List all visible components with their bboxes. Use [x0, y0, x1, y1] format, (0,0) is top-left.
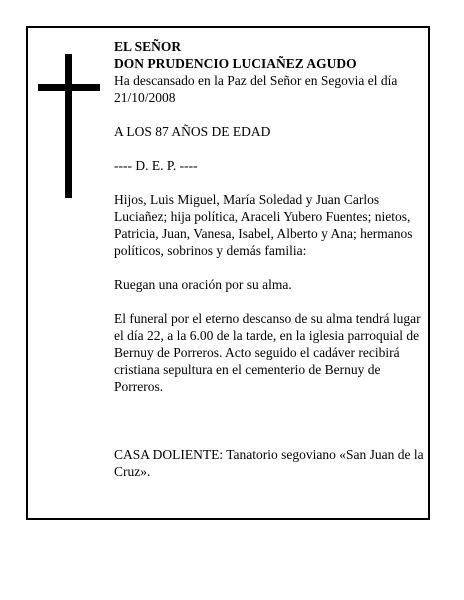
funeral-paragraph: El funeral por el eterno descanso de su alma tendrá lugar el día 22, a la 6.00 de la tarde, en la iglesia parroquial de Bernuy de Porreros. Acto seguido el cadáver recibirá cristiana sepultura en el cementerio de Bernuy de Porreros.: [114, 311, 421, 394]
age-line: A LOS 87 AÑOS DE EDAD: [114, 124, 271, 139]
casa-doliente: CASA DOLIENTE: Tanatorio segoviano «San Juan de la Cruz».: [114, 447, 424, 479]
obituary-text: [114, 38, 426, 480]
family-paragraph: Hijos, Luis Miguel, María Soledad y Juan Carlos Luciañez; hija política, Araceli Yubero Fuentes; nietos, Patricia, Juan, Vanesa, Isabel, Alberto y Ana; hermanos políticos, sobrinos y demás familia:: [114, 192, 413, 258]
rip-line: ---- D. E. P. ----: [114, 158, 198, 173]
deceased-name: DON PRUDENCIO LUCIAÑEZ AGUDO: [114, 56, 357, 71]
death-info: Ha descansado en la Paz del Señor en Segovia el día 21/10/2008: [114, 73, 398, 105]
cross-horizontal-bar: [38, 84, 100, 91]
cross-vertical-bar: [65, 54, 72, 198]
latin-cross-icon: [38, 54, 100, 198]
header-title: EL SEÑOR: [114, 39, 182, 54]
prayer-request: Ruegan una oración por su alma.: [114, 277, 292, 292]
